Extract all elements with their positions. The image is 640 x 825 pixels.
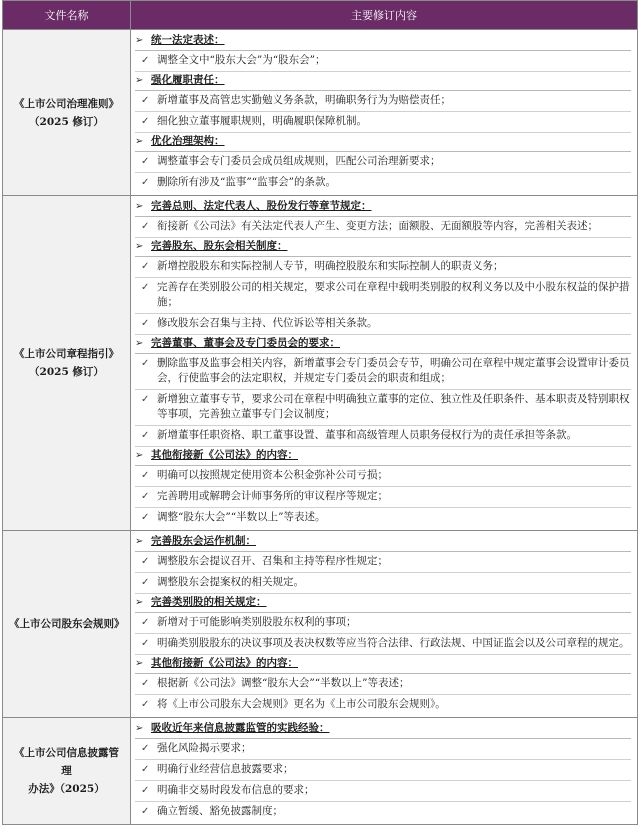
list-item: [135, 552, 631, 573]
table-row: [3, 718, 638, 825]
list-item: [135, 634, 631, 655]
revision-content-cell: [131, 531, 638, 718]
list-item: [135, 278, 631, 314]
check-icon: ✓: [141, 116, 150, 127]
check-icon: ✓: [141, 95, 150, 106]
header-file-name: 文件名称: [3, 1, 131, 30]
list-item: [135, 354, 631, 390]
revision-content-cell: [131, 718, 638, 825]
file-name-text: 《上市公司章程指引》: [14, 348, 119, 360]
file-name-cell: [3, 718, 131, 825]
list-item: [135, 466, 631, 487]
file-name-text: （2025 修订）: [29, 115, 104, 128]
list-item-text: 确立暂缓、豁免披露制度；: [157, 805, 283, 817]
list-item: [135, 674, 631, 695]
arrow-bullet-icon: ➢: [135, 201, 144, 212]
list-item: [135, 91, 631, 112]
arrow-bullet-icon: ➢: [135, 658, 144, 669]
list-item: [135, 314, 631, 335]
section-heading: [135, 198, 631, 217]
arrow-bullet-icon: ➢: [135, 597, 144, 608]
check-icon: ✓: [141, 638, 150, 649]
list-item: [135, 573, 631, 594]
file-name-cell: [3, 196, 131, 531]
list-item-text: 调整“股东大会”“半数以上”等表述。: [157, 511, 326, 523]
check-icon: ✓: [141, 785, 150, 796]
arrow-bullet-icon: ➢: [135, 136, 144, 147]
check-icon: ✓: [141, 282, 150, 293]
list-item-text: 衔接新《公司法》有关法定代表人产生、变更方法；面额股、无面额股等内容，完善相关表述；: [157, 220, 598, 232]
check-icon: ✓: [141, 358, 150, 369]
section-title: 统一法定表述：: [151, 34, 225, 46]
list-item-text: 调整股东会提议召开、召集和主持等程序性规定；: [157, 555, 388, 567]
list-item: [135, 802, 631, 822]
list-item: [135, 173, 631, 193]
header-main-content: 主要修订内容: [131, 1, 638, 30]
check-icon: ✓: [141, 577, 150, 588]
list-item: [135, 508, 631, 528]
check-icon: ✓: [141, 177, 150, 188]
section-title: 完善股东、股东会相关制度：: [151, 240, 288, 252]
check-icon: ✓: [141, 699, 150, 710]
list-item-text: 删除监事及监事会相关内容，新增董事会专门委员会专节，明确公司在章程中规定董事会设置审计委员会，行使监事会的法定职权，并规定专门委员会的职责和组成；: [157, 357, 630, 384]
list-item-text: 新增董事任职资格、职工董事设置、董事和高级管理人员职务侵权行为的责任承担等条款。: [157, 429, 577, 441]
section-title: 其他衔接新《公司法》的内容：: [151, 657, 298, 669]
arrow-bullet-icon: ➢: [135, 75, 144, 86]
list-item-text: 新增董事及高管忠实勤勉义务条款，明确职务行为为赔偿责任；: [157, 94, 451, 106]
list-item-text: 细化独立董事履职规则，明确履职保障机制。: [157, 115, 367, 127]
file-name-text: 《上市公司治理准则》: [14, 97, 119, 110]
check-icon: ✓: [141, 512, 150, 523]
check-icon: ✓: [141, 430, 150, 441]
section-heading: [135, 335, 631, 354]
list-item-text: 完善聘用或解聘会计师事务所的审议程序等规定；: [157, 490, 388, 502]
arrow-bullet-icon: ➢: [135, 241, 144, 252]
list-item: [135, 257, 631, 278]
check-icon: ✓: [141, 318, 150, 329]
section-heading: [135, 238, 631, 257]
arrow-bullet-icon: ➢: [135, 536, 144, 547]
list-item-text: 删除所有涉及“监事”“监事会”的条款。: [157, 176, 336, 188]
section-heading: [135, 32, 631, 51]
check-icon: ✓: [141, 764, 150, 775]
file-name-text: （2025 修订）: [29, 366, 104, 378]
check-icon: ✓: [141, 678, 150, 689]
list-item-text: 修改股东会召集与主持、代位诉讼等相关条款。: [157, 317, 378, 329]
section-title: 优化治理架构：: [151, 135, 225, 147]
list-item-text: 调整股东会提案权的相关规定。: [157, 576, 304, 588]
list-item-text: 调整全文中“股东大会”为“股东会”；: [157, 54, 326, 66]
file-name-text: 办法》（2025）: [28, 783, 105, 795]
section-title: 吸收近年来信息披露监管的实践经验：: [151, 722, 330, 734]
list-item-text: 新增控股股东和实际控制人专节，明确控股股东和实际控制人的职责义务；: [157, 260, 504, 272]
table-header-row: [3, 1, 638, 30]
list-item-text: 完善存在类别股公司的相关规定，要求公司在章程中载明类别股的权利义务以及中小股东权益的保护措施；: [157, 281, 630, 308]
section-heading: [135, 533, 631, 552]
list-item: [135, 695, 631, 715]
section-heading: [135, 594, 631, 613]
list-item: [135, 152, 631, 173]
list-item-text: 调整董事会专门委员会成员组成规则，匹配公司治理新要求；: [157, 155, 441, 167]
section-heading: [135, 655, 631, 674]
check-icon: ✓: [141, 806, 150, 817]
list-item: [135, 51, 631, 72]
table-row: [3, 531, 638, 718]
list-item: [135, 426, 631, 447]
list-item-text: 新增对于可能影响类别股股东权利的事项；: [157, 616, 357, 628]
file-name-cell: [3, 30, 131, 196]
file-name-cell: [3, 531, 131, 718]
list-item: [135, 487, 631, 508]
section-heading: [135, 720, 631, 739]
list-item: [135, 390, 631, 426]
list-item: [135, 760, 631, 781]
list-item: [135, 613, 631, 634]
list-item-text: 明确非交易时段发布信息的要求；: [157, 784, 315, 796]
check-icon: ✓: [141, 221, 150, 232]
check-icon: ✓: [141, 743, 150, 754]
section-title: 完善总则、法定代表人、股份发行等章节规定：: [151, 200, 372, 212]
list-item-text: 新增独立董事专节，要求公司在章程中明确独立董事的定位、独立性及任职条件、基本职责及特别职权等事项，完善独立董事专门会议制度；: [157, 393, 630, 420]
list-item: [135, 739, 631, 760]
check-icon: ✓: [141, 470, 150, 481]
section-heading: [135, 72, 631, 91]
revision-content-cell: [131, 30, 638, 196]
list-item-text: 强化风险揭示要求；: [157, 742, 252, 754]
check-icon: ✓: [141, 55, 150, 66]
check-icon: ✓: [141, 156, 150, 167]
revision-content-cell: [131, 196, 638, 531]
list-item-text: 明确可以按照规定使用资本公积金弥补公司亏损；: [157, 469, 388, 481]
section-title: 强化履职责任：: [151, 74, 225, 86]
revision-table: [2, 0, 638, 825]
list-item-text: 明确行业经营信息披露要求；: [157, 763, 294, 775]
arrow-bullet-icon: ➢: [135, 723, 144, 734]
table-row: [3, 30, 638, 196]
list-item: [135, 781, 631, 802]
list-item: [135, 217, 631, 238]
check-icon: ✓: [141, 556, 150, 567]
section-heading: [135, 133, 631, 152]
list-item-text: 根据新《公司法》调整“股东大会”“半数以上”等表述；: [157, 677, 410, 689]
list-item-text: 将《上市公司股东大会规则》更名为《上市公司股东会规则》。: [157, 698, 446, 710]
arrow-bullet-icon: ➢: [135, 35, 144, 46]
check-icon: ✓: [141, 394, 150, 405]
section-title: 完善类别股的相关规定：: [151, 596, 267, 608]
section-title: 完善股东会运作机制：: [151, 535, 256, 547]
check-icon: ✓: [141, 491, 150, 502]
check-icon: ✓: [141, 261, 150, 272]
table-row: [3, 196, 638, 531]
section-title: 完善董事、董事会及专门委员会的要求：: [151, 337, 340, 349]
arrow-bullet-icon: ➢: [135, 338, 144, 349]
file-name-text: 《上市公司信息披露管理: [14, 747, 119, 777]
check-icon: ✓: [141, 617, 150, 628]
list-item-text: 明确类别股股东的决议事项及表决权数等应当符合法律、行政法规、中国证监会以及公司章程的规定。: [157, 637, 630, 649]
section-heading: [135, 447, 631, 466]
file-name-text: 《上市公司股东会规则》: [9, 618, 125, 630]
list-item: [135, 112, 631, 133]
arrow-bullet-icon: ➢: [135, 450, 144, 461]
section-title: 其他衔接新《公司法》的内容：: [151, 449, 298, 461]
